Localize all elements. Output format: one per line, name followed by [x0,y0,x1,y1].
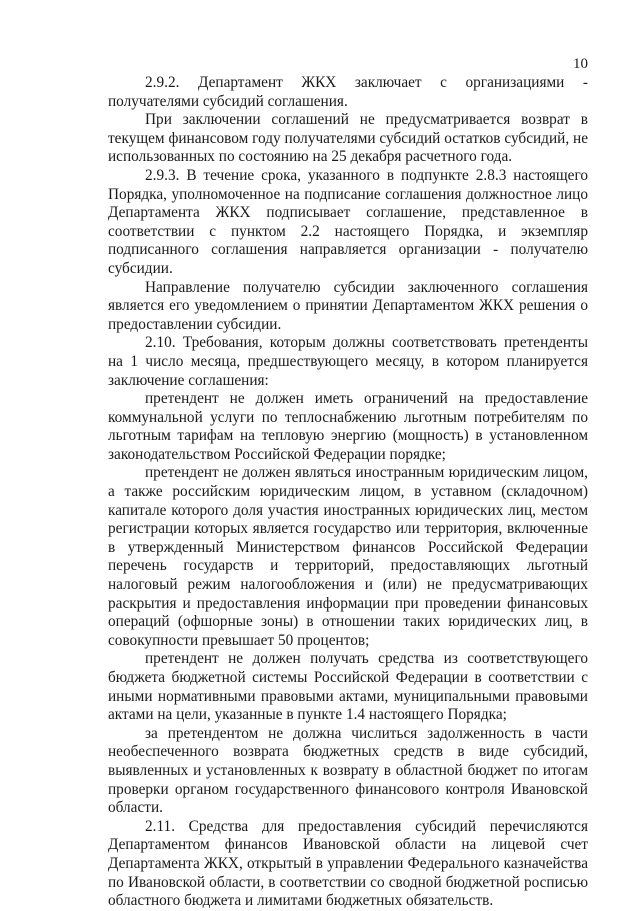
requirement-no-restrictions: претендент не должен иметь ограничений на предоставление коммунальной услуги по теплоснабжению льготным потребителям по льготным тарифам на тепловую энергию (мощность) в установленном законодательством Российской Федерации порядке; [108,390,588,463]
requirement-not-foreign-entity: претендент не должен являться иностранным юридическим лицом, а также российским юридическим лицом, в уставном (складочном) капитале которого доля участия иностранных юридических лиц, местом регистрации которых является государство или территория, включенные в утвержденный Министерством финансов Российской Федерации перечень государств и территорий, предоставляющих льготный налоговый режим налогообложения и (или) не предусматривающих раскрытия и предоставления информации при проведении финансовых операций (офшорные зоны) в отношении таких юридических лиц, в совокупности превышает 50 процентов; [108,464,588,649]
paragraph-notification: Направление получателю субсидии заключенного соглашения является его уведомлением о принятии Департаментом ЖКХ решения о предоставлении субсидии. [108,278,588,333]
requirement-no-other-funds: претендент не должен получать средства из соответствующего бюджета бюджетной системы Российской Федерации в соответствии с иными нормативными правовыми актами, муниципальными правовыми актами на цели, указанные в пункте 1.4 настоящего Порядка; [108,650,588,724]
paragraph-2-9-2: 2.9.2. Департамент ЖКХ заключает с организациями - получателями субсидий соглашения. [108,74,588,110]
paragraph-2-11: 2.11. Средства для предоставления субсидий перечисляются Департаментом финансов Ивановской области на лицевой счет Департамента ЖКХ, открытый в управлении Федерального казначейства по Ивановской области, в соответствии со сводной бюджетной росписью областного бюджета и лимитами бюджетных обязательств. [108,817,588,910]
document-body [108,74,588,911]
paragraph-no-refund: При заключении соглашений не предусматривается возврат в текущем финансовом году получателями субсидий остатков субсидий, не использованных по состоянию на 25 декабря расчетного года. [108,111,588,166]
requirement-no-debt: за претендентом не должна числиться задолженность в части необеспеченного возврата бюджетных средств в виде субсидий, выявленных и установленных к возврату в областной бюджет по итогам проверки органом государственного финансового контроля Ивановской области. [108,724,588,817]
paragraph-2-10: 2.10. Требования, которым должны соответствовать претенденты на 1 число месяца, предшествующего месяцу, в котором планируется заключение соглашения: [108,334,588,389]
paragraph-2-9-3: 2.9.3. В течение срока, указанного в подпункте 2.8.3 настоящего Порядка, уполномоченное на подписание соглашения должностное лицо Департамента ЖКХ подписывает соглашение, представленное в соответствии с пунктом 2.2 настоящего Порядка, и экземпляр подписанного соглашения направляется организации - получателю субсидии. [108,166,588,277]
page-number: 10 [573,56,588,72]
